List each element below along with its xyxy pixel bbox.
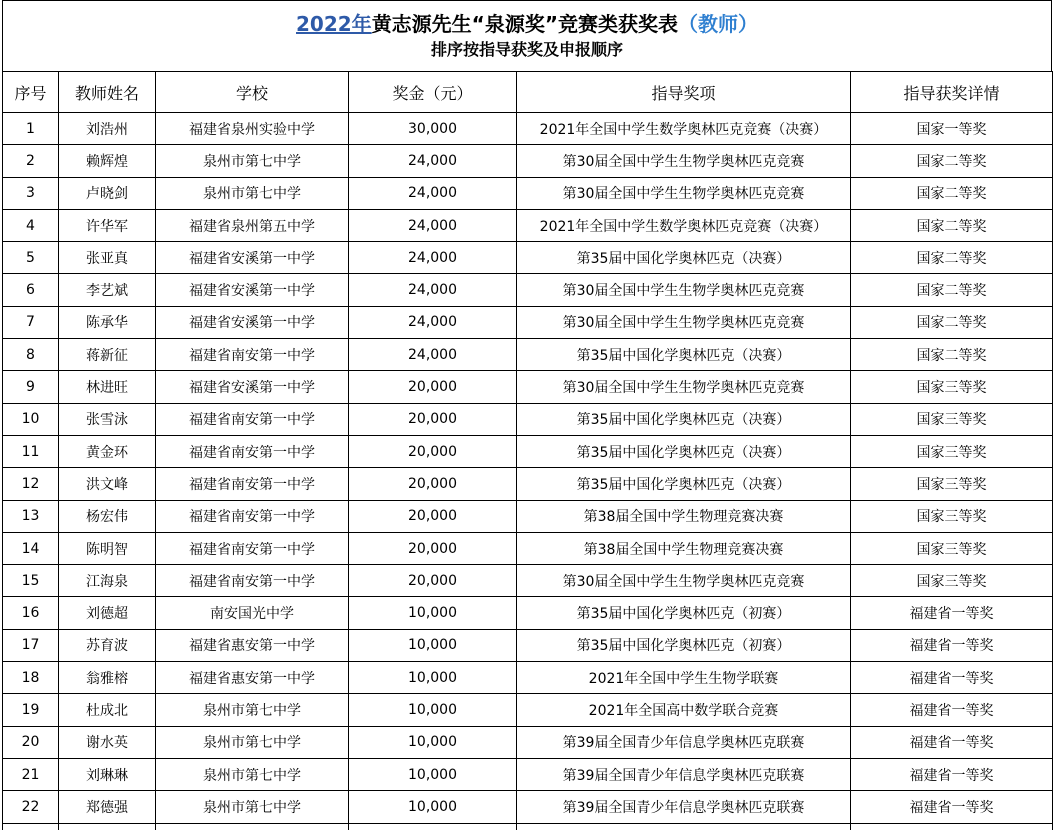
cell-school: 泉州市第七中学 xyxy=(156,791,349,823)
cell-index: 11 xyxy=(3,435,59,467)
cell-award: 第35届中国化学奥林匹克（决赛） xyxy=(517,403,851,435)
table-row xyxy=(3,403,1053,435)
cell-bonus: 24,000 xyxy=(349,242,517,274)
cell-detail: 国家一等奖 xyxy=(851,113,1053,145)
cell-teacher: 刘琳琳 xyxy=(59,758,156,790)
cell-school: 福建省泉州实验中学 xyxy=(156,113,349,145)
cell-award: 第30届全国中学生生物学奥林匹克竞赛 xyxy=(517,274,851,306)
cell-detail: 福建省一等奖 xyxy=(851,694,1053,726)
cell-award: 第35届中国化学奥林匹克（决赛） xyxy=(517,339,851,371)
cell-school: 福建省安溪第一中学 xyxy=(156,242,349,274)
cell-bonus: 30,000 xyxy=(349,113,517,145)
page-subtitle: 排序按指导获奖及申报顺序 xyxy=(430,40,623,59)
cell-bonus: 24,000 xyxy=(349,145,517,177)
cell-award: 第39届全国青少年信息学奥林匹克联赛 xyxy=(517,758,851,790)
cell-index: 18 xyxy=(3,662,59,694)
cell-detail: 国家三等奖 xyxy=(851,468,1053,500)
cell-school: 福建省泉州第五中学 xyxy=(156,209,349,241)
table-row xyxy=(3,371,1053,403)
col-header-teacher: 教师姓名 xyxy=(59,72,156,113)
cell-teacher: 李艺斌 xyxy=(59,274,156,306)
cell-school: 泉州市第七中学 xyxy=(156,726,349,758)
cell-school: 福建省南安第一中学 xyxy=(156,403,349,435)
cell-bonus: 24,000 xyxy=(349,177,517,209)
cell-detail: 福建省一等奖 xyxy=(851,629,1053,661)
cell-detail: 国家二等奖 xyxy=(851,274,1053,306)
table-row xyxy=(3,629,1053,661)
cell-index: 13 xyxy=(3,500,59,532)
cell-detail: 福建省一等奖 xyxy=(851,662,1053,694)
cell-index: 3 xyxy=(3,177,59,209)
award-sheet xyxy=(2,0,1052,830)
table-row xyxy=(3,274,1053,306)
cell-bonus: 10,000 xyxy=(349,629,517,661)
cell-bonus: 10,000 xyxy=(349,758,517,790)
cell-teacher: 张亚真 xyxy=(59,242,156,274)
cell-award: 第38届全国中学生物理竞赛决赛 xyxy=(517,532,851,564)
cell-award: 第39届全国青少年信息学奥林匹克联赛 xyxy=(517,726,851,758)
cell-teacher: 陈承华 xyxy=(59,306,156,338)
table-row-cutoff xyxy=(3,823,1053,830)
cell-index: 16 xyxy=(3,597,59,629)
cell-school: 福建省南安第一中学 xyxy=(156,468,349,500)
cell-teacher: 卢晓剑 xyxy=(59,177,156,209)
cell-school: 福建省安溪第一中学 xyxy=(156,306,349,338)
table-row xyxy=(3,145,1053,177)
cell-school: 福建省惠安第一中学 xyxy=(156,662,349,694)
cell-school: 福建省南安第一中学 xyxy=(156,339,349,371)
cell-award: 2021年全国中学生数学奥林匹克竞赛（决赛） xyxy=(517,209,851,241)
cutoff-cell xyxy=(3,823,59,830)
title-block xyxy=(2,0,1052,71)
cell-school: 泉州市第七中学 xyxy=(156,177,349,209)
col-header-detail: 指导获奖详情 xyxy=(851,72,1053,113)
cell-award: 第30届全国中学生生物学奥林匹克竞赛 xyxy=(517,177,851,209)
cell-index: 19 xyxy=(3,694,59,726)
cell-award: 第35届中国化学奥林匹克（初赛） xyxy=(517,597,851,629)
page-title xyxy=(3,1,1051,38)
cell-detail: 国家二等奖 xyxy=(851,177,1053,209)
cell-bonus: 20,000 xyxy=(349,435,517,467)
cell-award: 第39届全国青少年信息学奥林匹克联赛 xyxy=(517,791,851,823)
cell-school: 福建省南安第一中学 xyxy=(156,435,349,467)
cell-school: 泉州市第七中学 xyxy=(156,758,349,790)
cell-index: 5 xyxy=(3,242,59,274)
cell-award: 第38届全国中学生物理竞赛决赛 xyxy=(517,500,851,532)
cell-detail: 国家二等奖 xyxy=(851,339,1053,371)
cell-detail: 福建省一等奖 xyxy=(851,597,1053,629)
table-row xyxy=(3,242,1053,274)
cell-index: 15 xyxy=(3,565,59,597)
cell-school: 南安国光中学 xyxy=(156,597,349,629)
cell-bonus: 20,000 xyxy=(349,371,517,403)
cell-index: 4 xyxy=(3,209,59,241)
cell-teacher: 洪文峰 xyxy=(59,468,156,500)
table-body xyxy=(3,113,1053,830)
cell-detail: 福建省一等奖 xyxy=(851,791,1053,823)
cell-detail: 国家二等奖 xyxy=(851,242,1053,274)
col-header-bonus: 奖金（元） xyxy=(349,72,517,113)
table-row xyxy=(3,532,1053,564)
cell-award: 2021年全国高中数学联合竞赛 xyxy=(517,694,851,726)
table-row xyxy=(3,177,1053,209)
cutoff-cell xyxy=(517,823,851,830)
cell-bonus: 20,000 xyxy=(349,500,517,532)
col-header-index: 序号 xyxy=(3,72,59,113)
cell-detail: 国家三等奖 xyxy=(851,565,1053,597)
cell-bonus: 20,000 xyxy=(349,532,517,564)
table-row xyxy=(3,306,1053,338)
col-header-award: 指导奖项 xyxy=(517,72,851,113)
cell-index: 6 xyxy=(3,274,59,306)
cell-index: 9 xyxy=(3,371,59,403)
table-row xyxy=(3,662,1053,694)
table-row xyxy=(3,726,1053,758)
cell-award: 第35届中国化学奥林匹克（决赛） xyxy=(517,435,851,467)
cell-bonus: 24,000 xyxy=(349,209,517,241)
cell-teacher: 刘浩州 xyxy=(59,113,156,145)
table-row xyxy=(3,500,1053,532)
cell-teacher: 陈明智 xyxy=(59,532,156,564)
cell-teacher: 杜成北 xyxy=(59,694,156,726)
table-row xyxy=(3,113,1053,145)
cell-award: 第30届全国中学生生物学奥林匹克竞赛 xyxy=(517,306,851,338)
cell-detail: 国家二等奖 xyxy=(851,209,1053,241)
cell-bonus: 10,000 xyxy=(349,791,517,823)
cell-detail: 国家三等奖 xyxy=(851,435,1053,467)
cell-school: 福建省南安第一中学 xyxy=(156,532,349,564)
cell-teacher: 张雪泳 xyxy=(59,403,156,435)
cell-award: 第35届中国化学奥林匹克（决赛） xyxy=(517,468,851,500)
title-suffix: （教师） xyxy=(677,12,758,36)
cell-detail: 国家三等奖 xyxy=(851,403,1053,435)
cell-award: 第30届全国中学生生物学奥林匹克竞赛 xyxy=(517,565,851,597)
title-year: 2022年 xyxy=(296,12,372,36)
cell-detail: 国家三等奖 xyxy=(851,532,1053,564)
cell-school: 福建省安溪第一中学 xyxy=(156,371,349,403)
cell-bonus: 24,000 xyxy=(349,306,517,338)
table-row xyxy=(3,758,1053,790)
cell-teacher: 赖辉煌 xyxy=(59,145,156,177)
cell-teacher: 郑德强 xyxy=(59,791,156,823)
cell-bonus: 10,000 xyxy=(349,597,517,629)
cell-teacher: 林进旺 xyxy=(59,371,156,403)
cell-detail: 福建省一等奖 xyxy=(851,726,1053,758)
cell-teacher: 江海泉 xyxy=(59,565,156,597)
header-row xyxy=(3,72,1053,113)
table-row xyxy=(3,339,1053,371)
table-row xyxy=(3,209,1053,241)
cell-index: 8 xyxy=(3,339,59,371)
cell-bonus: 24,000 xyxy=(349,339,517,371)
cell-index: 17 xyxy=(3,629,59,661)
cell-index: 7 xyxy=(3,306,59,338)
cell-bonus: 20,000 xyxy=(349,403,517,435)
cutoff-cell xyxy=(156,823,349,830)
cell-award: 2021年全国中学生数学奥林匹克竞赛（决赛） xyxy=(517,113,851,145)
cell-award: 第30届全国中学生生物学奥林匹克竞赛 xyxy=(517,371,851,403)
table-row xyxy=(3,597,1053,629)
cell-school: 泉州市第七中学 xyxy=(156,694,349,726)
table-row xyxy=(3,565,1053,597)
cell-index: 1 xyxy=(3,113,59,145)
cell-school: 福建省南安第一中学 xyxy=(156,565,349,597)
cell-teacher: 刘德超 xyxy=(59,597,156,629)
table-row xyxy=(3,435,1053,467)
cutoff-cell xyxy=(349,823,517,830)
cell-teacher: 许华军 xyxy=(59,209,156,241)
cell-index: 2 xyxy=(3,145,59,177)
table-row xyxy=(3,468,1053,500)
cell-bonus: 10,000 xyxy=(349,694,517,726)
cell-award: 第30届全国中学生生物学奥林匹克竞赛 xyxy=(517,145,851,177)
cell-teacher: 翁雅榕 xyxy=(59,662,156,694)
cell-award: 第35届中国化学奥林匹克（决赛） xyxy=(517,242,851,274)
award-table xyxy=(2,71,1053,830)
cell-detail: 国家二等奖 xyxy=(851,145,1053,177)
cell-bonus: 20,000 xyxy=(349,565,517,597)
cell-school: 福建省惠安第一中学 xyxy=(156,629,349,661)
cell-school: 泉州市第七中学 xyxy=(156,145,349,177)
cell-detail: 国家三等奖 xyxy=(851,371,1053,403)
cell-index: 14 xyxy=(3,532,59,564)
cell-teacher: 杨宏伟 xyxy=(59,500,156,532)
col-header-school: 学校 xyxy=(156,72,349,113)
cell-index: 21 xyxy=(3,758,59,790)
cell-detail: 福建省一等奖 xyxy=(851,758,1053,790)
cell-teacher: 黄金环 xyxy=(59,435,156,467)
cell-teacher: 蒋新征 xyxy=(59,339,156,371)
table-row xyxy=(3,791,1053,823)
cell-detail: 国家三等奖 xyxy=(851,500,1053,532)
cell-detail: 国家二等奖 xyxy=(851,306,1053,338)
cell-bonus: 10,000 xyxy=(349,662,517,694)
cell-award: 2021年全国中学生生物学联赛 xyxy=(517,662,851,694)
cell-award: 第35届中国化学奥林匹克（初赛） xyxy=(517,629,851,661)
cell-teacher: 谢水英 xyxy=(59,726,156,758)
cell-index: 12 xyxy=(3,468,59,500)
table-row xyxy=(3,694,1053,726)
cell-teacher: 苏育波 xyxy=(59,629,156,661)
cell-school: 福建省南安第一中学 xyxy=(156,500,349,532)
cell-bonus: 10,000 xyxy=(349,726,517,758)
cell-bonus: 24,000 xyxy=(349,274,517,306)
cutoff-cell xyxy=(59,823,156,830)
cell-index: 22 xyxy=(3,791,59,823)
cell-index: 20 xyxy=(3,726,59,758)
cell-bonus: 20,000 xyxy=(349,468,517,500)
title-main: 黄志源先生“泉源奖”竞赛类获奖表 xyxy=(371,12,678,36)
cell-index: 10 xyxy=(3,403,59,435)
cutoff-cell xyxy=(851,823,1053,830)
cell-school: 福建省安溪第一中学 xyxy=(156,274,349,306)
